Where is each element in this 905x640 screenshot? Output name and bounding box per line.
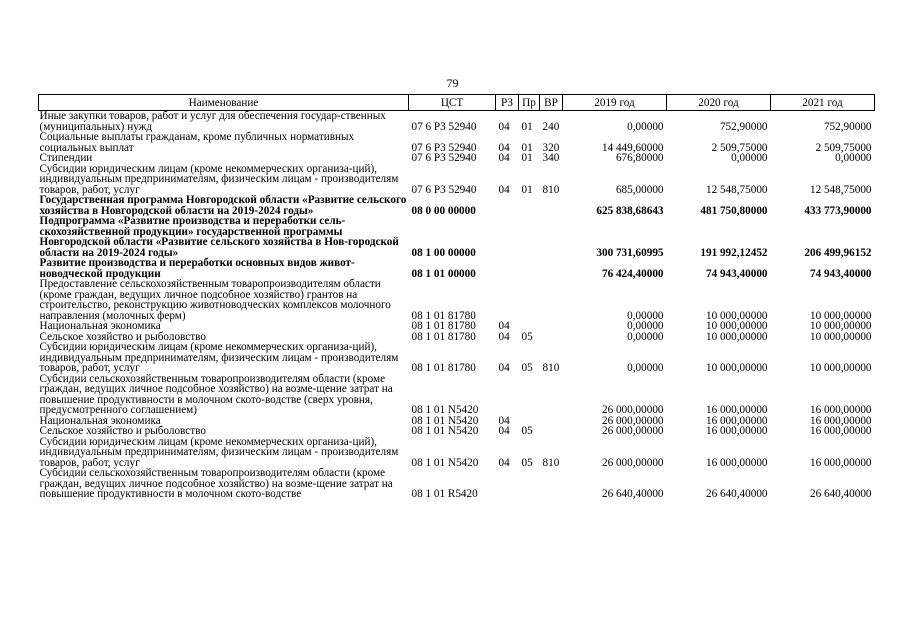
cell-cst: 08 1 01 N5420 bbox=[411, 414, 479, 427]
table-row bbox=[39, 437, 875, 469]
table-row bbox=[39, 111, 875, 133]
cell-y2021: 2 509,75000 bbox=[815, 141, 872, 154]
cell-y2020: 26 640,40000 bbox=[705, 488, 768, 500]
cell-y2020: 16 000,00000 bbox=[705, 425, 768, 437]
cell-vr: 810 bbox=[542, 456, 560, 469]
cell-y2020: 2 509,75000 bbox=[711, 141, 768, 154]
table-row bbox=[39, 468, 875, 500]
cell-y2021: 206 499,96152 bbox=[804, 246, 872, 259]
cell-y2020: 10 000,00000 bbox=[705, 330, 768, 343]
cell-y2021: 74 943,40000 bbox=[809, 267, 872, 280]
cell-rz: 04 bbox=[498, 330, 510, 343]
cell-name: Предоставление сельскохозяйственным товаропроизводителям области (кроме граждан, ведущих личное подсобное хозяйство) грантов на строительство, реконструкцию животноводческих комплексов молочного направления (молочных ферм) bbox=[39, 278, 391, 322]
table-row bbox=[39, 132, 875, 153]
cell-y2021: 16 000,00000 bbox=[809, 425, 872, 437]
cell-pr: 05 bbox=[521, 330, 533, 343]
cell-y2019: 676,80000 bbox=[615, 152, 664, 164]
cell-name: Национальная экономика bbox=[39, 414, 161, 427]
cell-cst: 08 1 01 81780 bbox=[411, 330, 476, 343]
cell-pr bbox=[519, 279, 540, 321]
table-row bbox=[39, 321, 875, 332]
cell-y2019: 26 000,00000 bbox=[601, 425, 664, 437]
cell-name: Субсидии юридическим лицам (кроме некоммерческих организа-ций), индивидуальным предпринимателям, физическим лицам - производителям товаров, работ, услуг bbox=[39, 435, 399, 469]
cell-rz bbox=[496, 216, 519, 258]
cell-name: Социальные выплаты гражданам, кроме публичных нормативных социальных выплат bbox=[39, 131, 355, 154]
cell-cst: 08 1 00 00000 bbox=[411, 246, 476, 259]
cell-y2020: 16 000,00000 bbox=[705, 404, 768, 416]
cell-y2021: 10 000,00000 bbox=[809, 362, 872, 374]
cell-y2019: 76 424,40000 bbox=[601, 267, 664, 280]
cell-cst: 08 1 01 81780 bbox=[411, 309, 476, 322]
cell-rz: 04 bbox=[498, 320, 510, 332]
cell-y2021: 10 000,00000 bbox=[809, 309, 872, 322]
cell-vr bbox=[540, 258, 563, 279]
cell-y2020: 16 000,00000 bbox=[705, 414, 768, 427]
table-header-row bbox=[39, 95, 875, 111]
cell-rz: 04 bbox=[498, 183, 510, 196]
cell-y2019: 26 000,00000 bbox=[601, 456, 664, 469]
cell-cst: 08 1 01 N5420 bbox=[411, 456, 479, 469]
cell-vr: 240 bbox=[542, 120, 560, 133]
cell-pr bbox=[519, 258, 540, 279]
cell-y2021: 433 773,90000 bbox=[804, 204, 872, 217]
cell-y2019: 0,00000 bbox=[627, 320, 664, 332]
table-row bbox=[39, 216, 875, 258]
cell-pr bbox=[519, 195, 540, 216]
cell-cst: 08 1 01 00000 bbox=[411, 267, 476, 280]
cell-name: Сельское хозяйство и рыболовство bbox=[39, 425, 206, 437]
cell-y2020: 481 750,80000 bbox=[700, 204, 768, 217]
cell-name: Субсидии сельскохозяйственным товаропроизводителям области (кроме граждан, ведущих личное подсобное хозяйство) на возме-щение затрат на повышение продуктивности в молочном ското-водстве (сверх уровня, предусмотренного соглашением) bbox=[39, 372, 393, 416]
cell-name: Субсидии юридическим лицам (кроме некоммерческих организа-ций), индивидуальным предпринимателям, физическим лицам - производителям товаров, работ, услуг bbox=[39, 162, 399, 196]
cell-vr bbox=[540, 279, 563, 321]
cell-y2019: 685,00000 bbox=[615, 183, 664, 196]
cell-y2019: 26 000,00000 bbox=[601, 404, 664, 416]
cell-cst: 07 6 Р3 52940 bbox=[411, 141, 477, 154]
header-2021: 2021 год bbox=[771, 95, 875, 111]
cell-rz bbox=[496, 258, 519, 279]
cell-y2019: 26 000,00000 bbox=[601, 414, 664, 427]
cell-rz bbox=[496, 279, 519, 321]
cell-y2020: 10 000,00000 bbox=[705, 309, 768, 322]
cell-y2021: 16 000,00000 bbox=[809, 456, 872, 469]
cell-cst: 08 1 01 N5420 bbox=[411, 404, 479, 416]
cell-pr bbox=[519, 374, 540, 416]
table-row bbox=[39, 195, 875, 216]
cell-y2021: 16 000,00000 bbox=[809, 414, 872, 427]
cell-y2019: 14 449,60000 bbox=[601, 141, 664, 154]
cell-rz bbox=[496, 195, 519, 216]
cell-pr: 05 bbox=[521, 362, 533, 374]
table-row bbox=[39, 164, 875, 196]
cell-vr bbox=[540, 468, 563, 500]
cell-name: Развитие производства и переработки основных видов живот-новодческой продукции bbox=[39, 257, 355, 280]
header-cst: ЦСТ bbox=[409, 95, 496, 111]
cell-cst: 08 1 01 R5420 bbox=[411, 488, 478, 500]
cell-y2021: 10 000,00000 bbox=[809, 330, 872, 343]
header-rz: РЗ bbox=[496, 95, 519, 111]
cell-cst: 08 1 01 N5420 bbox=[411, 425, 479, 437]
cell-vr bbox=[540, 374, 563, 416]
budget-table bbox=[38, 94, 875, 500]
cell-vr bbox=[540, 195, 563, 216]
cell-rz: 04 bbox=[498, 362, 510, 374]
cell-y2020: 0,00000 bbox=[731, 152, 768, 164]
cell-pr bbox=[519, 321, 540, 332]
cell-name: Сельское хозяйство и рыболовство bbox=[39, 330, 206, 343]
cell-vr: 810 bbox=[542, 362, 560, 374]
cell-y2021: 16 000,00000 bbox=[809, 404, 872, 416]
table-row bbox=[39, 426, 875, 437]
table-row bbox=[39, 153, 875, 164]
cell-vr: 320 bbox=[542, 141, 560, 154]
cell-cst: 07 6 Р3 52940 bbox=[411, 183, 477, 196]
header-2020: 2020 год bbox=[667, 95, 771, 111]
cell-pr: 01 bbox=[521, 141, 533, 154]
cell-pr bbox=[519, 216, 540, 258]
cell-y2019: 0,00000 bbox=[627, 309, 664, 322]
table-row bbox=[39, 279, 875, 321]
cell-y2019: 26 640,40000 bbox=[601, 488, 664, 500]
cell-rz: 04 bbox=[498, 141, 510, 154]
cell-name: Стипендии bbox=[39, 152, 93, 164]
cell-vr bbox=[540, 332, 563, 343]
cell-y2019: 0,00000 bbox=[627, 120, 664, 133]
cell-pr: 05 bbox=[521, 425, 533, 437]
cell-cst: 07 6 Р3 52940 bbox=[411, 120, 477, 133]
cell-name: Национальная экономика bbox=[39, 320, 161, 332]
cell-name: Иные закупки товаров, работ и услуг для обеспечения государ-ственных (муниципальных) нужд bbox=[39, 110, 386, 133]
cell-vr bbox=[540, 426, 563, 437]
cell-y2020: 10 000,00000 bbox=[705, 320, 768, 332]
cell-y2019: 0,00000 bbox=[627, 330, 664, 343]
table-body bbox=[39, 111, 875, 500]
cell-y2021: 752,90000 bbox=[823, 120, 872, 133]
cell-cst: 08 1 01 81780 bbox=[411, 320, 476, 332]
table-row bbox=[39, 258, 875, 279]
cell-name: Подпрограмма «Развитие производства и переработки сель-скохозяйственной продукции» государственной программы Новгородской области «Развитие сельского хозяйства в Нов-городской области на 2019-2024 годы» bbox=[39, 215, 399, 259]
cell-rz bbox=[496, 374, 519, 416]
cell-pr: 01 bbox=[521, 152, 533, 164]
table-row bbox=[39, 374, 875, 416]
cell-y2020: 10 000,00000 bbox=[705, 362, 768, 374]
cell-rz: 04 bbox=[498, 456, 510, 469]
cell-rz bbox=[496, 468, 519, 500]
cell-pr bbox=[519, 468, 540, 500]
cell-vr bbox=[540, 321, 563, 332]
cell-pr: 01 bbox=[521, 120, 533, 133]
header-pr: Пр bbox=[519, 95, 540, 111]
cell-y2019: 625 838,68643 bbox=[596, 204, 664, 217]
cell-vr bbox=[540, 216, 563, 258]
cell-vr: 810 bbox=[542, 183, 560, 196]
cell-y2021: 26 640,40000 bbox=[809, 488, 872, 500]
cell-pr: 01 bbox=[521, 183, 533, 196]
cell-vr: 340 bbox=[542, 152, 560, 164]
cell-name: Государственная программа Новгородской области «Развитие сельского хозяйства в Новгородской области на 2019-2024 годы» bbox=[39, 194, 407, 217]
cell-y2021: 12 548,75000 bbox=[809, 183, 872, 196]
cell-name: Субсидии сельскохозяйственным товаропроизводителям области (кроме граждан, ведущих личное подсобное хозяйство) на возме-щение затрат на повышение продуктивности в молочном ското-водстве bbox=[39, 467, 393, 500]
cell-y2021: 0,00000 bbox=[835, 152, 872, 164]
cell-y2020: 12 548,75000 bbox=[705, 183, 768, 196]
cell-cst: 08 1 01 81780 bbox=[411, 362, 476, 374]
header-vr: ВР bbox=[540, 95, 563, 111]
cell-y2020: 16 000,00000 bbox=[705, 456, 768, 469]
header-2019: 2019 год bbox=[563, 95, 667, 111]
page-number: 79 bbox=[446, 76, 459, 90]
cell-rz: 04 bbox=[498, 152, 510, 164]
cell-rz: 04 bbox=[498, 120, 510, 133]
cell-y2020: 191 992,12452 bbox=[700, 246, 768, 259]
cell-cst: 08 0 00 00000 bbox=[411, 204, 476, 217]
table-row bbox=[39, 342, 875, 374]
cell-y2019: 0,00000 bbox=[627, 362, 664, 374]
cell-y2019: 300 731,60995 bbox=[596, 246, 664, 259]
cell-cst: 07 6 Р3 52940 bbox=[411, 152, 477, 164]
cell-name: Субсидии юридическим лицам (кроме некоммерческих организа-ций), индивидуальным предпринимателям, физическим лицам - производителям товаров, работ, услуг bbox=[39, 341, 399, 374]
cell-rz: 04 bbox=[498, 425, 510, 437]
cell-y2020: 752,90000 bbox=[719, 120, 768, 133]
cell-pr: 05 bbox=[521, 456, 533, 469]
cell-rz: 04 bbox=[498, 414, 510, 427]
cell-vr bbox=[540, 416, 563, 427]
cell-y2020: 74 943,40000 bbox=[705, 267, 768, 280]
header-name: Наименование bbox=[39, 95, 409, 111]
cell-y2021: 10 000,00000 bbox=[809, 320, 872, 332]
